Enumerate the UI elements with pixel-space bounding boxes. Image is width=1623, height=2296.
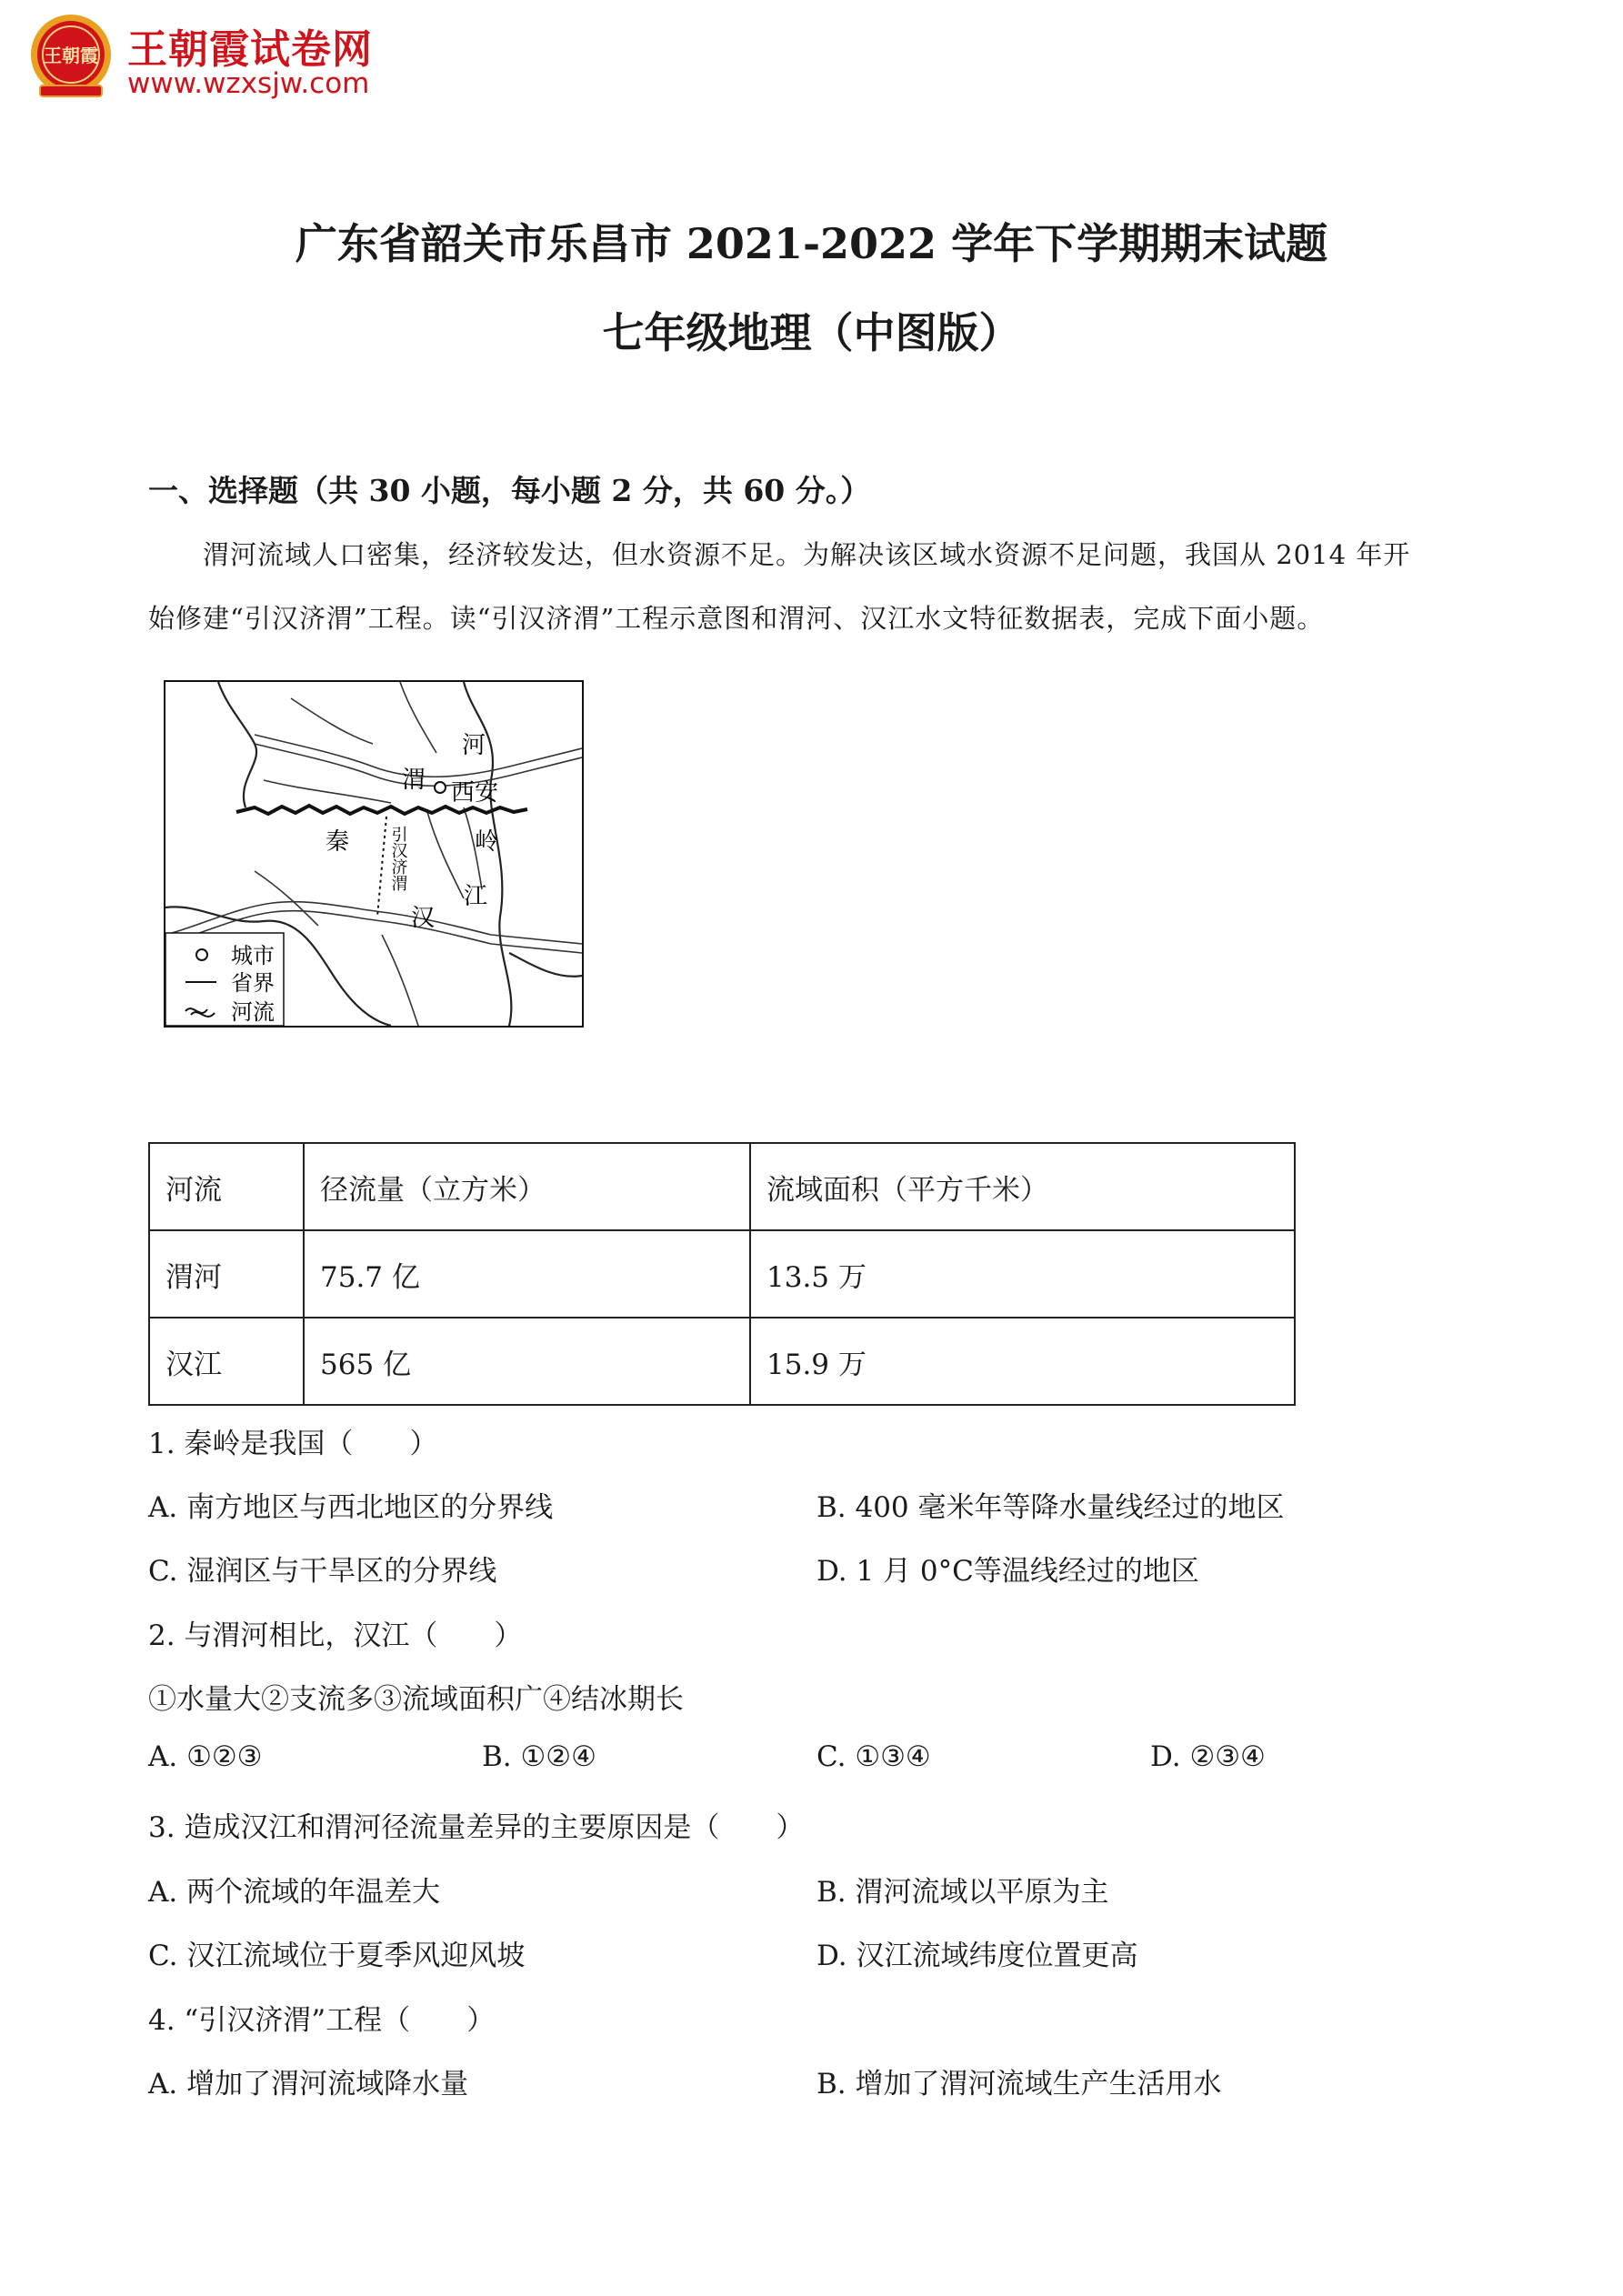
question-2-option-a[interactable]: A. ①②③ [148,1740,263,1773]
question-1-option-b[interactable]: B. 400 毫米年等降水量线经过的地区 [817,1491,1285,1524]
logo-url[interactable]: www.wzxsjw.com [127,67,370,100]
table-header-cell: 流域面积（平方千米） [750,1143,1295,1230]
table-row [149,1230,1295,1318]
page-title: 广东省韶关市乐昌市 2021-2022 学年下学期期末试题 [295,219,1328,268]
question-1-option-a[interactable]: A. 南方地区与西北地区的分界线 [148,1491,554,1524]
legend-label-river: 河流 [231,999,275,1025]
table-header-row [149,1143,1295,1230]
section-heading: 一、选择题（共 30 小题，每小题 2 分，共 60 分。） [148,473,871,508]
logo-badge-text: 王朝霞 [44,45,98,66]
question-1-option-d[interactable]: D. 1 月 0°C等温线经过的地区 [817,1555,1199,1588]
question-4-stem: 4. “引汉济渭”工程（ ） [148,2004,496,2037]
question-2-option-d[interactable]: D. ②③④ [1150,1740,1266,1773]
question-4-option-a[interactable]: A. 增加了渭河流域降水量 [148,2068,469,2100]
map-label-jiang: 江 [464,883,488,910]
question-3-stem: 3. 造成汉江和渭河径流量差异的主要原因是（ ） [148,1811,805,1844]
question-3-option-c[interactable]: C. 汉江流域位于夏季风迎风坡 [148,1940,526,1972]
question-3-option-b[interactable]: B. 渭河流域以平原为主 [817,1876,1109,1909]
table-cell: 565 亿 [304,1318,750,1405]
table-header-cell: 径流量（立方米） [304,1143,750,1230]
legend-label-city: 城市 [231,943,275,968]
map-label-wei: 渭 [402,767,426,794]
map-label-he: 河 [462,732,486,759]
page-subtitle: 七年级地理（中图版） [602,308,1021,357]
logo-title: 王朝霞试卷网 [127,26,373,73]
question-1-stem: 1. 秦岭是我国（ ） [148,1428,438,1460]
table-cell: 13.5 万 [750,1230,1295,1318]
hydrology-table [148,1142,1296,1406]
map-label-han: 汉 [411,905,436,932]
map-label-ling: 岭 [475,828,499,856]
map-legend [165,933,284,1026]
question-1-option-c[interactable]: C. 湿润区与干旱区的分界线 [148,1555,497,1588]
logo-badge-icon [27,13,115,100]
legend-label-boundary: 省界 [231,970,275,996]
map-label-qin: 秦 [326,828,350,856]
table-row [149,1318,1295,1405]
table-header-cell: 河流 [149,1143,304,1230]
intro-line-2: 始修建“引汉济渭”工程。读“引汉济渭”工程示意图和渭河、汉江水文特征数据表，完成下面小题。 [148,603,1325,634]
question-3-option-a[interactable]: A. 两个流域的年温差大 [148,1876,441,1909]
map-label-xian: 西安 [451,779,499,807]
question-2-option-c[interactable]: C. ①③④ [817,1740,931,1773]
table-cell: 75.7 亿 [304,1230,750,1318]
project-map [164,680,584,1028]
legend-city-icon [196,949,207,960]
table-cell: 汉江 [149,1318,304,1405]
xian-city-marker-icon [435,782,446,793]
watermark-logo [27,13,409,104]
question-2-stem: 2. 与渭河相比，汉江（ ） [148,1619,523,1652]
intro-line-1: 渭河流域人口密集，经济较发达，但水资源不足。为解决该区域水资源不足问题，我国从 2014 年开 [203,539,1411,570]
question-3-option-d[interactable]: D. 汉江流域纬度位置更高 [817,1940,1138,1972]
table-cell: 渭河 [149,1230,304,1318]
question-4-option-b[interactable]: B. 增加了渭河流域生产生活用水 [817,2068,1222,2100]
map-label-project: 引汉济渭 [388,826,408,891]
table-cell: 15.9 万 [750,1318,1295,1405]
question-2-option-b[interactable]: B. ①②④ [482,1740,596,1773]
question-2-statements: ①水量大②支流多③流域面积广④结冰期长 [148,1683,684,1716]
